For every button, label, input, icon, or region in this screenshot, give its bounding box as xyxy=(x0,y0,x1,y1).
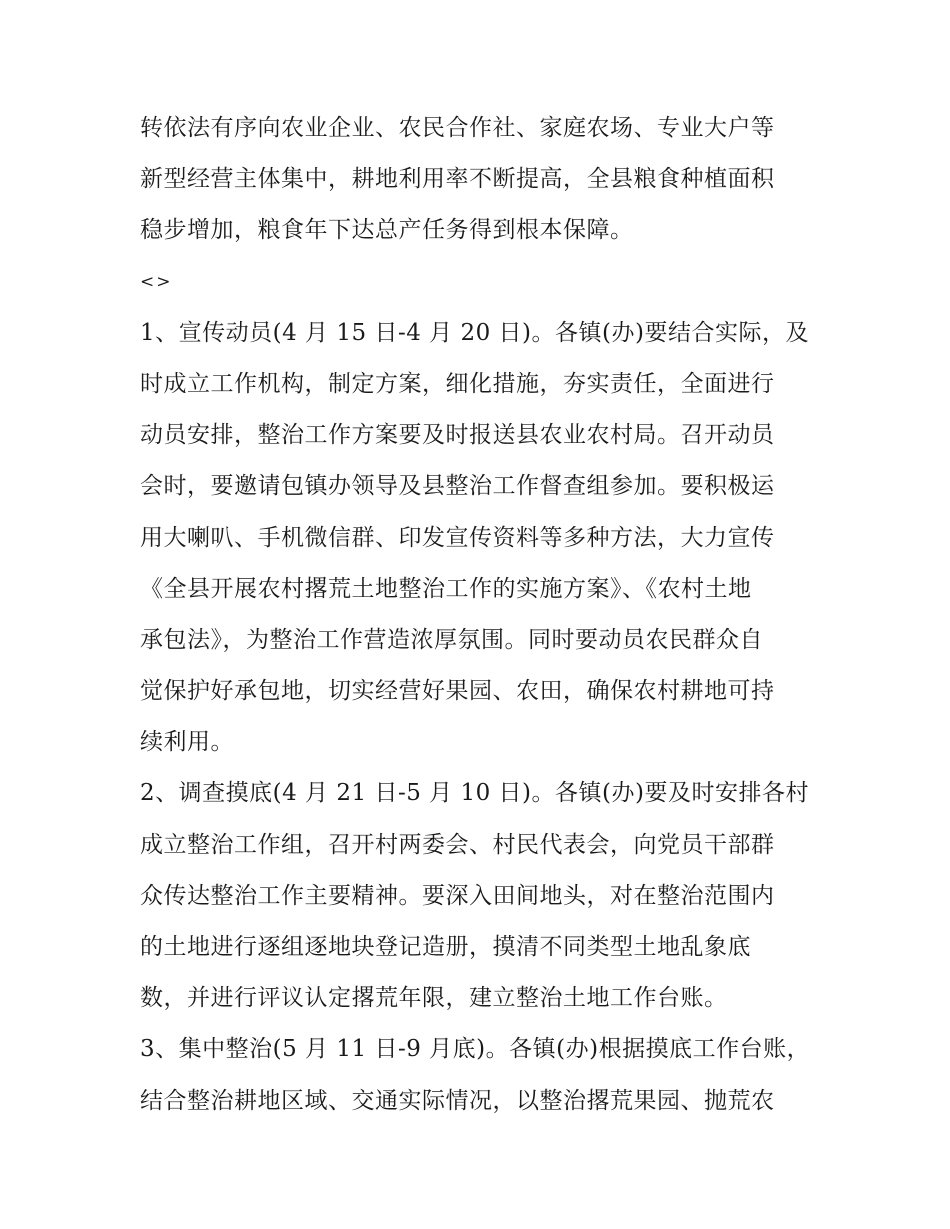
text-line: 稳步增加，粮食年下达总产任务得到根本保障。 xyxy=(140,217,634,244)
text-line: 数，并进行评议认定撂荒年限，建立整治土地工作台账。 xyxy=(140,985,728,1012)
text-line: 成立整治工作组，召开村两委会、村民代表会，向党员干部群 xyxy=(140,831,775,858)
text-line: 《全县开展农村撂荒土地整治工作的实施方案》、《农村土地 xyxy=(140,575,752,602)
text-line: 转依法有序向农业企业、农民合作社、家庭农场、专业大户等 xyxy=(140,115,775,141)
text-line: 用大喇叭、手机微信群、印发宣传资料等多种方法，大力宣传 xyxy=(140,524,775,551)
document-page xyxy=(140,103,812,1127)
text-line: 新型经营主体集中，耕地利用率不断提高，全县粮食种植面积 xyxy=(140,166,775,193)
text-line: 时成立工作机构，制定方案，细化措施，夯实责任，全面进行 xyxy=(140,370,775,397)
text-line: 会时，要邀请包镇办领导及县整治工作督查组参加。要积极运 xyxy=(140,473,775,500)
text-line: 的土地进行逐组逐地块登记造册，摸清不同类型土地乱象底 xyxy=(140,934,751,960)
text-line: 续利用。 xyxy=(140,729,234,756)
text-line: 结合整治耕地区域、交通实际情况，以整治撂荒果园、抛荒农 xyxy=(140,1087,775,1114)
section-2-heading-line: 2、调查摸底(4 月 21 日-5 月 10 日)。各镇(办)要及时安排各村 xyxy=(140,780,809,807)
text-line: 承包法》，为整治工作营造浓厚氛围。同时要动员农民群众自 xyxy=(140,626,763,653)
section-3-heading-line: 3、集中整治(5 月 11 日-9 月底)。各镇(办)根据摸底工作台账， xyxy=(140,1036,811,1063)
section-1-heading-line: 1、宣传动员(4 月 15 日-4 月 20 日)。各镇(办)要结合实际，及 xyxy=(140,319,809,346)
text-line: <> xyxy=(140,271,173,292)
text-line: 众传达整治工作主要精神。要深入田间地头，对在整治范围内 xyxy=(140,882,775,909)
text-line: 动员安排，整治工作方案要及时报送县农业农村局。召开动员 xyxy=(140,422,775,449)
text-line: 觉保护好承包地，切实经营好果园、农田，确保农村耕地可持 xyxy=(140,678,775,705)
